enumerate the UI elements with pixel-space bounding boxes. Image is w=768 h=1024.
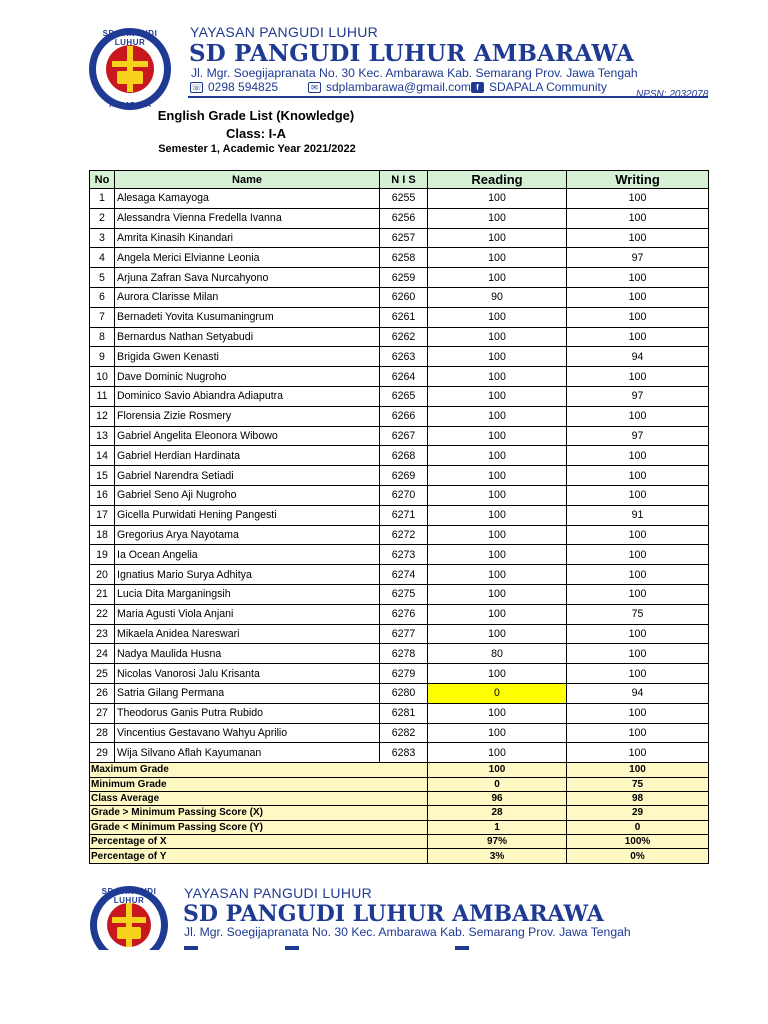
cell-nis: 6275 xyxy=(380,584,428,604)
cell-reading: 100 xyxy=(428,743,567,763)
table-row xyxy=(90,268,709,288)
summary-reading: 100 xyxy=(428,763,567,777)
cell-name: Gabriel Angelita Eleonora Wibowo xyxy=(115,426,380,446)
cell-no: 11 xyxy=(90,386,115,406)
summary-row xyxy=(90,791,709,805)
phone-contact xyxy=(190,80,278,94)
school-logo xyxy=(89,28,171,110)
email-contact xyxy=(308,80,471,94)
summary-row xyxy=(90,777,709,791)
cell-writing: 100 xyxy=(567,743,709,763)
cell-writing: 100 xyxy=(567,446,709,466)
cell-reading: 100 xyxy=(428,307,567,327)
cell-nis: 6272 xyxy=(380,525,428,545)
cell-name: Ia Ocean Angelia xyxy=(115,545,380,565)
cell-writing: 94 xyxy=(567,347,709,367)
cell-nis: 6268 xyxy=(380,446,428,466)
cell-name: Amrita Kinasih Kinandari xyxy=(115,228,380,248)
table-row xyxy=(90,624,709,644)
summary-row xyxy=(90,763,709,777)
cell-name: Brigida Gwen Kenasti xyxy=(115,347,380,367)
header-reading: Reading xyxy=(428,171,567,189)
table-row xyxy=(90,426,709,446)
cell-reading: 100 xyxy=(428,208,567,228)
cell-nis: 6276 xyxy=(380,604,428,624)
cell-name: Vincentius Gestavano Wahyu Aprilio xyxy=(115,723,380,743)
table-row xyxy=(90,525,709,545)
table-header-row xyxy=(90,171,709,189)
letterhead-divider xyxy=(188,96,708,98)
cell-nis: 6262 xyxy=(380,327,428,347)
summary-reading: 0 xyxy=(428,777,567,791)
facebook-contact xyxy=(471,80,607,94)
cell-nis: 6261 xyxy=(380,307,428,327)
cell-nis: 6259 xyxy=(380,268,428,288)
cell-no: 29 xyxy=(90,743,115,763)
cell-reading: 100 xyxy=(428,406,567,426)
cell-reading: 100 xyxy=(428,367,567,387)
cell-no: 6 xyxy=(90,287,115,307)
table-row xyxy=(90,367,709,387)
cell-nis: 6281 xyxy=(380,703,428,723)
cell-nis: 6271 xyxy=(380,505,428,525)
facebook-name: SDAPALA Community xyxy=(489,80,607,94)
cell-writing: 100 xyxy=(567,545,709,565)
cell-nis: 6282 xyxy=(380,723,428,743)
cell-nis: 6265 xyxy=(380,386,428,406)
cell-no: 23 xyxy=(90,624,115,644)
cell-name: Nicolas Vanorosi Jalu Krisanta xyxy=(115,664,380,684)
table-row xyxy=(90,446,709,466)
facebook-icon: f xyxy=(471,82,484,93)
cell-name: Wija Silvano Aflah Kayumanan xyxy=(115,743,380,763)
cell-name: Florensia Zizie Rosmery xyxy=(115,406,380,426)
cell-nis: 6277 xyxy=(380,624,428,644)
student-rows xyxy=(90,189,709,763)
summary-reading: 28 xyxy=(428,806,567,820)
summary-label: Minimum Grade xyxy=(90,777,428,791)
cell-name: Ignatius Mario Surya Adhitya xyxy=(115,565,380,585)
summary-row xyxy=(90,835,709,849)
cell-writing: 100 xyxy=(567,228,709,248)
cell-writing: 100 xyxy=(567,307,709,327)
cell-nis: 6260 xyxy=(380,287,428,307)
cell-reading: 100 xyxy=(428,446,567,466)
cell-reading: 100 xyxy=(428,505,567,525)
cell-no: 8 xyxy=(90,327,115,347)
cell-writing: 100 xyxy=(567,565,709,585)
table-row xyxy=(90,386,709,406)
cell-nis: 6256 xyxy=(380,208,428,228)
cell-no: 24 xyxy=(90,644,115,664)
cell-reading: 100 xyxy=(428,386,567,406)
cell-reading: 100 xyxy=(428,327,567,347)
summary-writing: 100 xyxy=(567,763,709,777)
cell-reading: 100 xyxy=(428,723,567,743)
contact-icon-fragment xyxy=(285,946,299,950)
cell-no: 27 xyxy=(90,703,115,723)
cell-reading: 100 xyxy=(428,248,567,268)
cell-no: 16 xyxy=(90,485,115,505)
cell-writing: 100 xyxy=(567,664,709,684)
table-row xyxy=(90,485,709,505)
summary-label: Class Average xyxy=(90,791,428,805)
cell-reading: 100 xyxy=(428,584,567,604)
summary-row xyxy=(90,820,709,834)
cell-nis: 6274 xyxy=(380,565,428,585)
cell-name: Alesaga Kamayoga xyxy=(115,189,380,209)
cell-reading: 100 xyxy=(428,525,567,545)
header-no: No xyxy=(90,171,115,189)
summary-reading: 1 xyxy=(428,820,567,834)
table-row xyxy=(90,189,709,209)
npsn-number: NPSN: 2032078 xyxy=(636,89,709,100)
table-row xyxy=(90,565,709,585)
cell-no: 4 xyxy=(90,248,115,268)
cell-reading: 100 xyxy=(428,664,567,684)
summary-writing: 98 xyxy=(567,791,709,805)
summary-reading: 97% xyxy=(428,835,567,849)
cell-name: Satria Gilang Permana xyxy=(115,683,380,703)
cell-reading: 80 xyxy=(428,644,567,664)
cell-writing: 100 xyxy=(567,189,709,209)
semester-label: Semester 1, Academic Year 2021/2022 xyxy=(158,143,356,155)
cell-reading: 100 xyxy=(428,426,567,446)
cell-nis: 6258 xyxy=(380,248,428,268)
cell-reading: 90 xyxy=(428,287,567,307)
cell-name: Mikaela Anidea Nareswari xyxy=(115,624,380,644)
cell-name: Gicella Purwidati Hening Pangesti xyxy=(115,505,380,525)
cell-reading: 100 xyxy=(428,624,567,644)
letterhead-bottom xyxy=(0,880,768,950)
table-row xyxy=(90,406,709,426)
cell-writing: 94 xyxy=(567,683,709,703)
table-row xyxy=(90,683,709,703)
cell-name: Gabriel Seno Aji Nugroho xyxy=(115,485,380,505)
summary-label: Percentage of X xyxy=(90,835,428,849)
table-row xyxy=(90,466,709,486)
summary-label: Grade < Minimum Passing Score (Y) xyxy=(90,820,428,834)
cell-name: Lucia Dita Marganingsih xyxy=(115,584,380,604)
cell-nis: 6267 xyxy=(380,426,428,446)
cell-writing: 100 xyxy=(567,208,709,228)
school-address: Jl. Mgr. Soegijapranata No. 30 Kec. Ambarawa Kab. Semarang Prov. Jawa Tengah xyxy=(191,66,638,80)
table-row xyxy=(90,723,709,743)
foundation-name: YAYASAN PANGUDI LUHUR xyxy=(190,24,379,40)
table-row xyxy=(90,228,709,248)
cell-no: 21 xyxy=(90,584,115,604)
school-name: SD PANGUDI LUHUR AMBARAWA xyxy=(189,40,634,67)
table-row xyxy=(90,248,709,268)
cell-no: 13 xyxy=(90,426,115,446)
cell-no: 7 xyxy=(90,307,115,327)
cell-writing: 100 xyxy=(567,466,709,486)
summary-writing: 0% xyxy=(567,849,709,863)
cell-nis: 6264 xyxy=(380,367,428,387)
table-row xyxy=(90,743,709,763)
table-row xyxy=(90,545,709,565)
summary-row xyxy=(90,806,709,820)
table-row xyxy=(90,208,709,228)
cell-no: 22 xyxy=(90,604,115,624)
cell-name: Arjuna Zafran Sava Nurcahyono xyxy=(115,268,380,288)
cell-no: 9 xyxy=(90,347,115,367)
cell-reading: 100 xyxy=(428,347,567,367)
cell-reading: 100 xyxy=(428,703,567,723)
cell-name: Alessandra Vienna Fredella Ivanna xyxy=(115,208,380,228)
summary-label: Grade > Minimum Passing Score (X) xyxy=(90,806,428,820)
cell-writing: 100 xyxy=(567,525,709,545)
cell-no: 25 xyxy=(90,664,115,684)
envelope-icon: ✉ xyxy=(308,82,321,93)
contact-icon-fragment xyxy=(455,946,469,950)
cell-reading: 100 xyxy=(428,466,567,486)
school-address: Jl. Mgr. Soegijapranata No. 30 Kec. Ambarawa Kab. Semarang Prov. Jawa Tengah xyxy=(184,925,631,939)
cell-name: Dave Dominic Nugroho xyxy=(115,367,380,387)
cell-writing: 97 xyxy=(567,426,709,446)
logo-top-text: SD PANGUDI LUHUR xyxy=(101,887,157,905)
cell-writing: 100 xyxy=(567,327,709,347)
cell-name: Bernadeti Yovita Kusumaningrum xyxy=(115,307,380,327)
cell-no: 5 xyxy=(90,268,115,288)
header-nis: N I S xyxy=(380,171,428,189)
cell-writing: 100 xyxy=(567,406,709,426)
table-row xyxy=(90,287,709,307)
table-row xyxy=(90,307,709,327)
header-writing: Writing xyxy=(567,171,709,189)
cell-reading: 0 xyxy=(428,683,567,703)
cell-nis: 6273 xyxy=(380,545,428,565)
table-row xyxy=(90,664,709,684)
cell-writing: 75 xyxy=(567,604,709,624)
cell-no: 1 xyxy=(90,189,115,209)
cell-name: Gabriel Narendra Setiadi xyxy=(115,466,380,486)
table-row xyxy=(90,505,709,525)
cell-no: 15 xyxy=(90,466,115,486)
header-name: Name xyxy=(115,171,380,189)
summary-reading: 3% xyxy=(428,849,567,863)
phone-number: 0298 594825 xyxy=(208,80,279,94)
cell-writing: 100 xyxy=(567,723,709,743)
summary-writing: 29 xyxy=(567,806,709,820)
cell-reading: 100 xyxy=(428,565,567,585)
cell-no: 12 xyxy=(90,406,115,426)
cell-no: 20 xyxy=(90,565,115,585)
cell-nis: 6270 xyxy=(380,485,428,505)
table-row xyxy=(90,604,709,624)
cell-writing: 100 xyxy=(567,268,709,288)
cell-nis: 6266 xyxy=(380,406,428,426)
cell-no: 19 xyxy=(90,545,115,565)
table-row xyxy=(90,644,709,664)
summary-writing: 100% xyxy=(567,835,709,849)
cell-no: 26 xyxy=(90,683,115,703)
cell-reading: 100 xyxy=(428,268,567,288)
cell-nis: 6279 xyxy=(380,664,428,684)
school-name: SD PANGUDI LUHUR AMBARAWA xyxy=(183,901,604,927)
cell-name: Dominico Savio Abiandra Adiaputra xyxy=(115,386,380,406)
school-logo xyxy=(90,886,168,950)
cell-name: Gabriel Herdian Hardinata xyxy=(115,446,380,466)
contact-icon-fragment xyxy=(184,946,198,950)
summary-writing: 0 xyxy=(567,820,709,834)
table-row xyxy=(90,327,709,347)
cell-writing: 100 xyxy=(567,367,709,387)
cell-no: 17 xyxy=(90,505,115,525)
cell-name: Gregorius Arya Nayotama xyxy=(115,525,380,545)
cell-nis: 6255 xyxy=(380,189,428,209)
cell-writing: 97 xyxy=(567,386,709,406)
cell-name: Angela Merici Elvianne Leonia xyxy=(115,248,380,268)
summary-writing: 75 xyxy=(567,777,709,791)
class-label: Class: I-A xyxy=(226,126,286,141)
cell-name: Bernardus Nathan Setyabudi xyxy=(115,327,380,347)
summary-label: Percentage of Y xyxy=(90,849,428,863)
logo-bottom-text: AMBARAWA xyxy=(109,102,151,109)
cell-writing: 100 xyxy=(567,584,709,604)
table-row xyxy=(90,703,709,723)
table-row xyxy=(90,347,709,367)
cell-nis: 6263 xyxy=(380,347,428,367)
cell-no: 28 xyxy=(90,723,115,743)
cell-nis: 6269 xyxy=(380,466,428,486)
summary-label: Maximum Grade xyxy=(90,763,428,777)
cell-writing: 100 xyxy=(567,287,709,307)
cell-reading: 100 xyxy=(428,228,567,248)
cell-no: 2 xyxy=(90,208,115,228)
cell-name: Maria Agusti Viola Anjani xyxy=(115,604,380,624)
cell-writing: 100 xyxy=(567,703,709,723)
cell-writing: 100 xyxy=(567,485,709,505)
foundation-name: YAYASAN PANGUDI LUHUR xyxy=(184,885,373,901)
letterhead-top xyxy=(0,18,768,109)
cell-no: 10 xyxy=(90,367,115,387)
cell-nis: 6280 xyxy=(380,683,428,703)
cell-name: Theodorus Ganis Putra Rubido xyxy=(115,703,380,723)
summary-reading: 96 xyxy=(428,791,567,805)
cell-reading: 100 xyxy=(428,604,567,624)
cell-nis: 6278 xyxy=(380,644,428,664)
list-title: English Grade List (Knowledge) xyxy=(157,108,355,123)
cell-nis: 6283 xyxy=(380,743,428,763)
cell-no: 14 xyxy=(90,446,115,466)
cell-nis: 6257 xyxy=(380,228,428,248)
cell-writing: 97 xyxy=(567,248,709,268)
summary-rows xyxy=(90,763,709,864)
cell-writing: 100 xyxy=(567,624,709,644)
cell-no: 18 xyxy=(90,525,115,545)
grade-table xyxy=(89,170,709,864)
cell-writing: 100 xyxy=(567,644,709,664)
email-address: sdplambarawa@gmail.com xyxy=(326,80,471,94)
cell-no: 3 xyxy=(90,228,115,248)
phone-icon: ☏ xyxy=(191,82,202,92)
cell-reading: 100 xyxy=(428,545,567,565)
cell-writing: 91 xyxy=(567,505,709,525)
cell-reading: 100 xyxy=(428,189,567,209)
logo-top-text: SD PANGUDI LUHUR xyxy=(102,29,158,47)
cell-name: Aurora Clarisse Milan xyxy=(115,287,380,307)
summary-row xyxy=(90,849,709,863)
cell-reading: 100 xyxy=(428,485,567,505)
cell-name: Nadya Maulida Husna xyxy=(115,644,380,664)
table-row xyxy=(90,584,709,604)
